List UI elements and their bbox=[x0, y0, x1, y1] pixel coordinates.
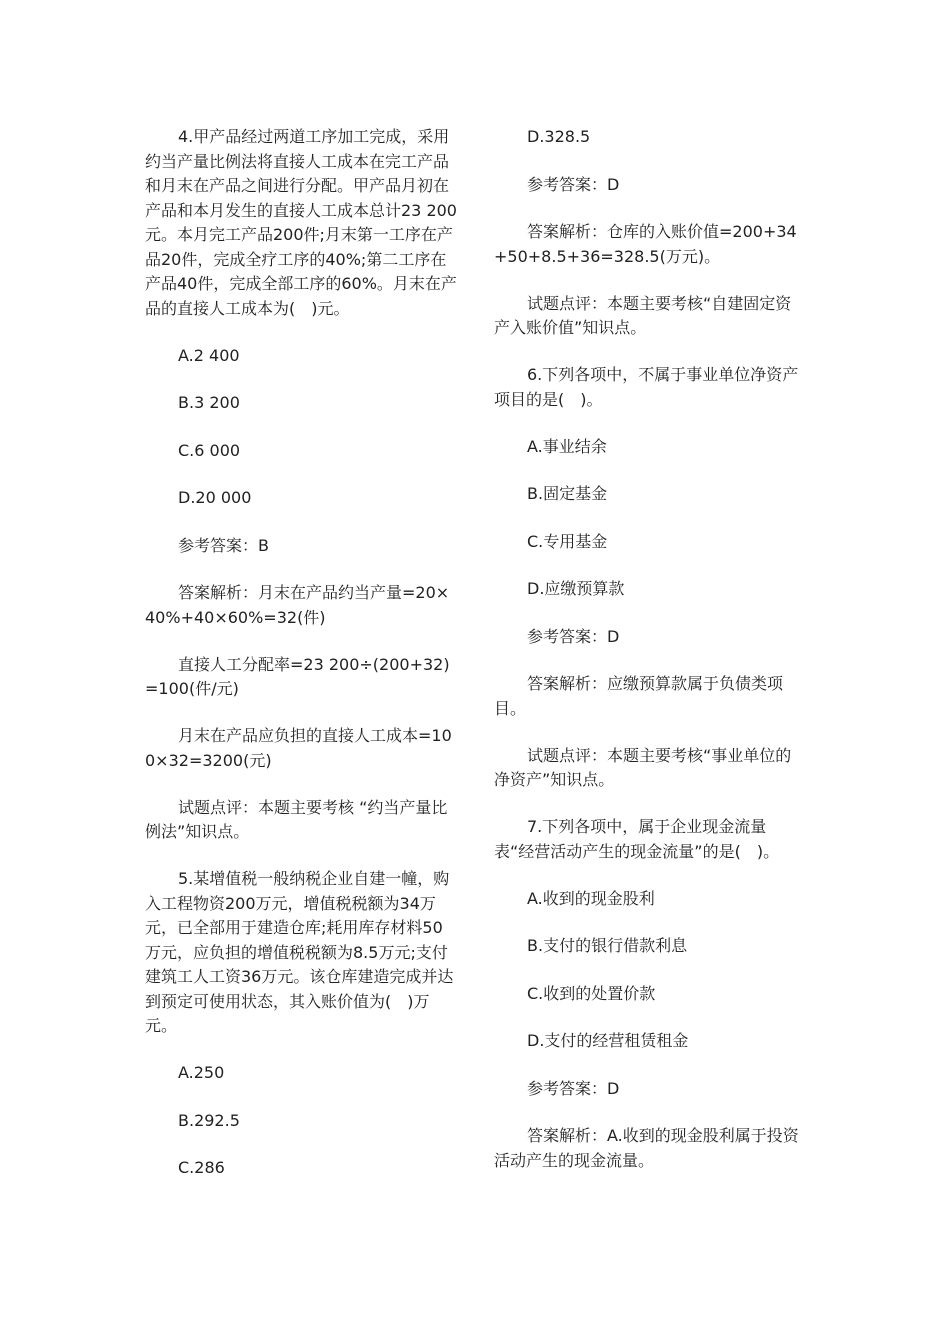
q4-reference-answer: 参考答案：B bbox=[178, 535, 269, 555]
q4-option-b: B.3 200 bbox=[178, 393, 240, 412]
q7-option-a: A.收到的现金股利 bbox=[527, 888, 655, 908]
q5-option-a: A.250 bbox=[178, 1063, 225, 1082]
q4-cost-calculation: 月末在产品应负担的直接人工成本=100×32=3200(元) bbox=[145, 726, 452, 770]
q6-option-b: B.固定基金 bbox=[527, 484, 608, 503]
q5-answer-analysis: 答案解析：仓库的入账价值=200+34+50+8.5+36=328.5(万元)。 bbox=[494, 222, 797, 266]
q4-answer-analysis: 答案解析：月末在产品约当产量=20×40%+40×60%=32(件) bbox=[145, 583, 450, 627]
q7-option-c: C.收到的处置价款 bbox=[527, 983, 656, 1003]
q5-comment: 试题点评：本题主要考核“自建固定资产入账价值”知识点。 bbox=[494, 293, 792, 337]
right-column bbox=[494, 125, 806, 1196]
question-5: 5.某增值税一般纳税企业自建一幢，购入工程物资200万元，增值税税额为34万元，已全部用于建造仓库;耗用库存材料50万元，应负担的增值税税额为8.5万元;支付建筑工人工资36万元。该仓库建造完成并达到预定可使用状态，其入账价值为( )万元。 bbox=[145, 869, 454, 1035]
q6-comment: 试题点评：本题主要考核“事业单位的净资产”知识点。 bbox=[494, 745, 792, 789]
q4-option-c: C.6 000 bbox=[178, 440, 241, 460]
question-6: 6.下列各项中，不属于事业单位净资产项目的是( )。 bbox=[494, 365, 799, 409]
q6-option-d: D.应缴预算款 bbox=[527, 579, 625, 598]
question-7: 7.下列各项中，属于企业现金流量表“经营活动产生的现金流量”的是( )。 bbox=[494, 817, 780, 861]
q7-answer-analysis: 答案解析：A.收到的现金股利属于投资活动产生的现金流量。 bbox=[494, 1126, 799, 1170]
q4-option-d: D.20 000 bbox=[178, 488, 252, 507]
q7-option-b: B.支付的银行借款利息 bbox=[527, 936, 688, 955]
q7-reference-answer: 参考答案：D bbox=[527, 1078, 620, 1098]
question-4: 4.甲产品经过两道工序加工完成，采用约当产量比例法将直接人工成本在完工产品和月末在产品之间进行分配。甲产品月初在产品和本月发生的直接人工成本总计23 200元。本月完工产品200件;月末第一工序在产品20件，完成全疗工序的40%;第二工序在产品40件，完成全部工序的60%。月末在产品的直接人工成本为( )元。 bbox=[145, 127, 457, 318]
q5-option-d: D.328.5 bbox=[527, 127, 591, 146]
q5-reference-answer: 参考答案：D bbox=[527, 174, 620, 194]
q5-option-c: C.286 bbox=[178, 1158, 225, 1177]
q6-reference-answer: 参考答案：D bbox=[527, 626, 620, 646]
q5-option-b: B.292.5 bbox=[178, 1110, 240, 1130]
q6-option-a: A.事业结余 bbox=[527, 436, 607, 456]
q4-allocation-rate: 直接人工分配率=23 200÷(200+32)=100(件/元) bbox=[145, 654, 450, 698]
q4-comment: 试题点评：本题主要考核 “约当产量比例法”知识点。 bbox=[145, 797, 448, 841]
q6-answer-analysis: 答案解析：应缴预算款属于负债类项目。 bbox=[494, 674, 784, 718]
q4-option-a: A.2 400 bbox=[178, 345, 240, 365]
q6-option-c: C.专用基金 bbox=[527, 531, 608, 551]
q7-option-d: D.支付的经营租赁租金 bbox=[527, 1031, 689, 1050]
left-column bbox=[145, 125, 457, 1204]
